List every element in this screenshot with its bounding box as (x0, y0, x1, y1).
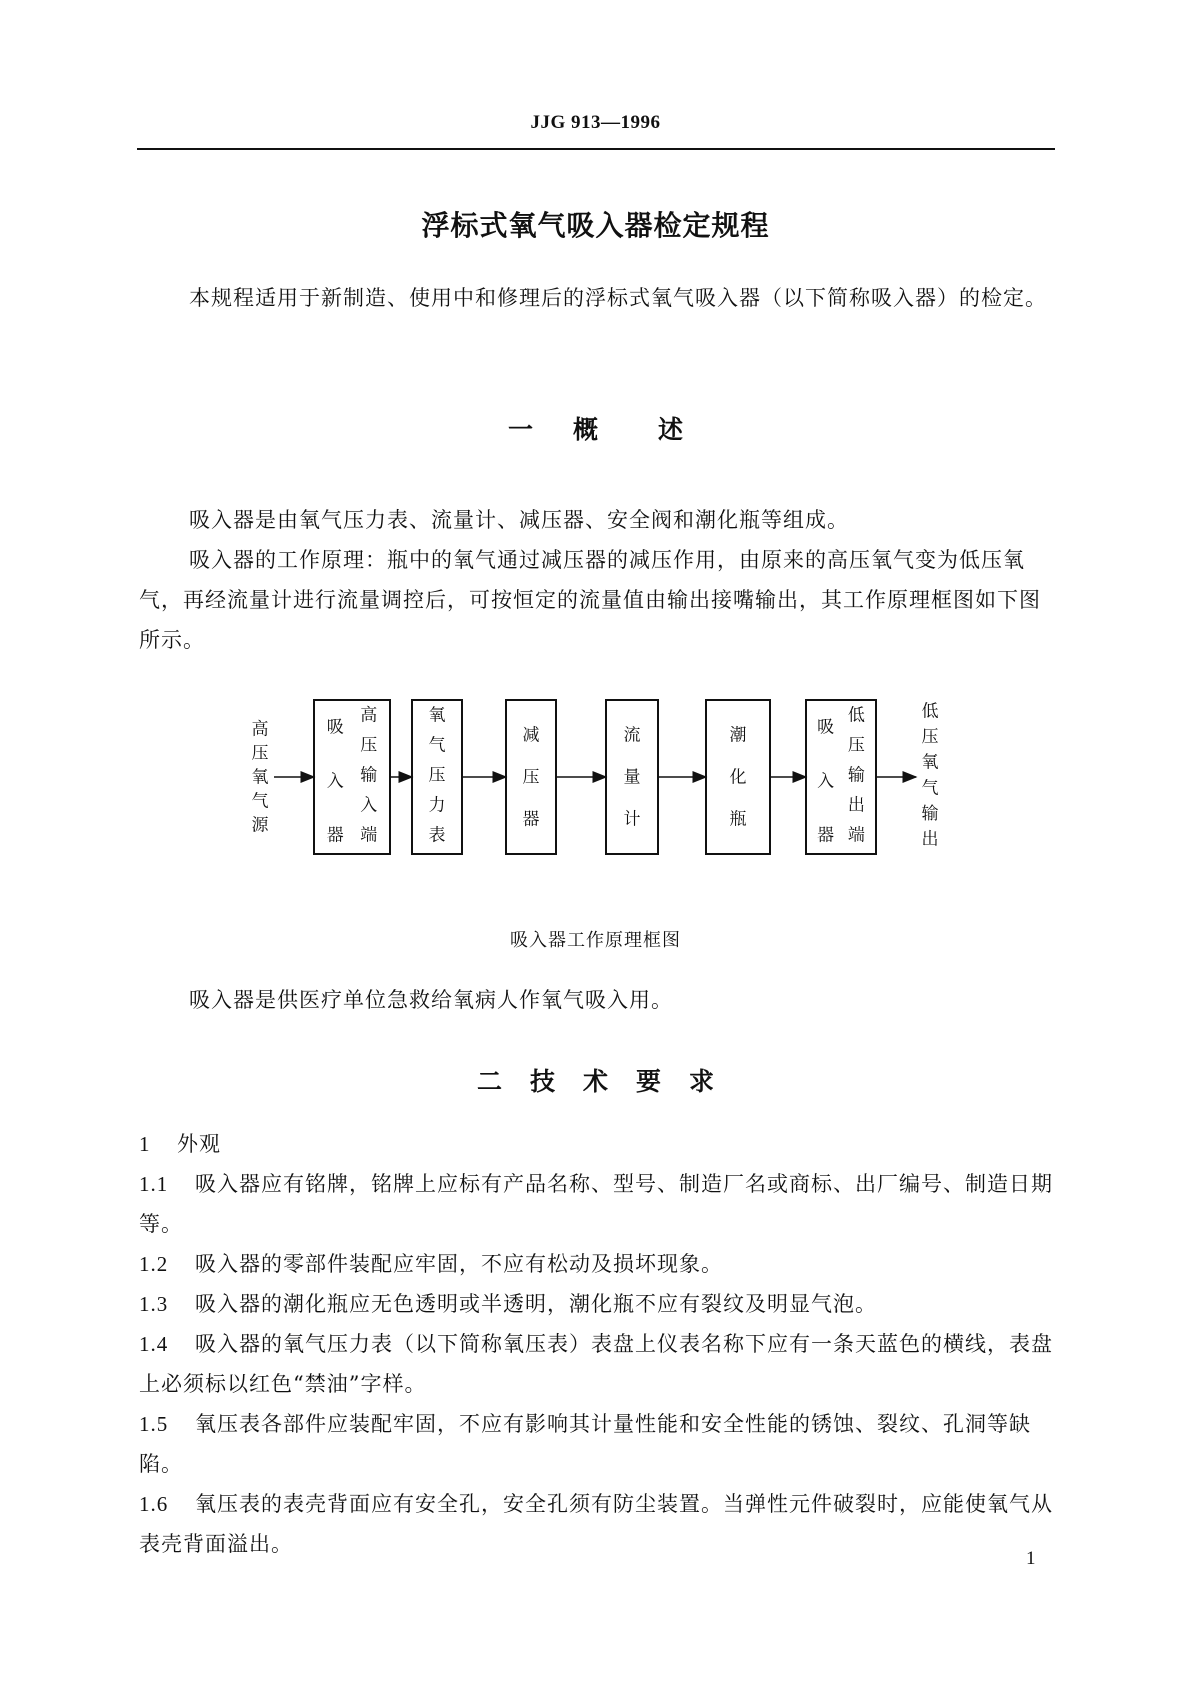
clause-number: 1.3 (139, 1292, 169, 1316)
clause-1-1 (139, 1164, 1057, 1244)
section-1-heading-char: 一 (507, 415, 533, 444)
output-label-char: 输 (921, 803, 939, 824)
source-label-char: 源 (251, 815, 269, 836)
diagram-box-label-char: 瓶 (729, 809, 747, 830)
clause-number: 1.1 (139, 1172, 169, 1196)
source-label-char: 气 (251, 791, 269, 812)
diagram-box-label-char: 入 (360, 795, 378, 816)
diagram-box-label-char: 压 (428, 765, 446, 786)
diagram-box-label-char: 入 (817, 771, 835, 792)
high-pressure-oxygen-source-label (252, 720, 270, 836)
section-2-heading-char: 二 (476, 1067, 502, 1096)
diagram-box (314, 700, 390, 854)
clause-1-5 (139, 1404, 1057, 1484)
clause-number: 1.2 (139, 1252, 169, 1276)
diagram-box-label-char: 端 (360, 825, 378, 846)
diagram-box-label-char: 器 (326, 825, 344, 846)
section-1-heading (0, 410, 1191, 446)
diagram-caption: 吸入器工作原理框图 (510, 930, 681, 951)
diagram-box-label-char: 力 (428, 795, 446, 816)
document-title: 浮标式氧气吸入器检定规程 (421, 209, 770, 242)
standard-code-header: JJG 913—1996 (530, 112, 661, 133)
source-label-char: 氧 (251, 767, 269, 788)
diagram-box-label-char: 出 (847, 795, 865, 816)
diagram-box-label-char: 减 (522, 725, 540, 746)
diagram-box-label-char: 吸 (817, 717, 835, 738)
diagram-box-label-char: 输 (360, 765, 378, 786)
output-label-char: 出 (921, 829, 939, 850)
diagram-box-label-char: 计 (623, 809, 641, 830)
diagram-box-label-char: 输 (847, 765, 865, 786)
source-label-char: 高 (251, 719, 269, 740)
section-1-paragraph-principle: 吸入器的工作原理：瓶中的氧气通过减压器的减压作用，由原来的高压氧气变为低压氧气，再经流量计进行流量调控后，可按恒定的流量值由输出接嘴输出，其工作原理框图如下图所示。 (139, 548, 1041, 652)
diagram-box-label-char: 量 (623, 767, 641, 788)
clause-text: 外观 (177, 1132, 221, 1156)
output-label-char: 气 (921, 778, 939, 799)
diagram-box-label-char: 高 (360, 705, 378, 726)
diagram-box-label-char: 压 (360, 735, 378, 756)
diagram-box-label-char: 化 (729, 767, 747, 788)
header-rule (137, 148, 1055, 150)
clause-number: 1.6 (139, 1492, 169, 1516)
section-2-heading-char: 求 (689, 1067, 715, 1096)
clause-number: 1.5 (139, 1412, 169, 1436)
section-2-heading-char: 技 (529, 1067, 555, 1096)
section-1-heading-char: 概 (572, 415, 598, 444)
diagram-box-label-char: 流 (623, 725, 641, 746)
diagram-box-label-char: 表 (428, 825, 446, 846)
diagram-box-label-char: 器 (817, 825, 835, 846)
section-2-heading-char: 术 (582, 1067, 608, 1096)
diagram-box-label-char: 端 (847, 825, 865, 846)
section-2-heading-char: 要 (636, 1067, 662, 1096)
diagram-box-label-char: 潮 (729, 725, 747, 746)
low-pressure-oxygen-output-label (922, 702, 939, 850)
clause-text: 吸入器应有铭牌，铭牌上应标有产品名称、型号、制造厂名或商标、出厂编号、制造日期等。 (139, 1172, 1053, 1236)
clause-1 (139, 1124, 1057, 1164)
clause-text: 吸入器的潮化瓶应无色透明或半透明，潮化瓶不应有裂纹及明显气泡。 (195, 1292, 877, 1316)
diagram-box-label-char: 吸 (326, 717, 344, 738)
clause-text: 吸入器的氧气压力表（以下简称氧压表）表盘上仪表名称下应有一条天蓝色的横线，表盘上必须标以红色“禁油”字样。 (139, 1332, 1053, 1396)
clause-1-2 (139, 1244, 1057, 1284)
section-1-paragraph-usage: 吸入器是供医疗单位急救给氧病人作氧气吸入用。 (189, 988, 673, 1012)
section-1-heading-char: 述 (658, 415, 684, 444)
section-1-paragraph-composition: 吸入器是由氧气压力表、流量计、减压器、安全阀和潮化瓶等组成。 (189, 508, 849, 532)
clause-1-3 (139, 1284, 1057, 1324)
diagram-box-label-char: 气 (428, 735, 446, 756)
diagram-box-label-char: 压 (847, 735, 865, 756)
clause-number: 1 (139, 1132, 151, 1156)
working-principle-diagram (240, 690, 960, 870)
diagram-box-label-char: 氧 (428, 705, 446, 726)
diagram-box-label-char: 器 (522, 809, 540, 830)
clause-1-6 (139, 1484, 1057, 1564)
output-label-char: 低 (921, 701, 939, 722)
diagram-box-label-char: 入 (326, 771, 344, 792)
clause-text: 氧压表各部件应装配牢固，不应有影响其计量性能和安全性能的锈蚀、裂纹、孔洞等缺陷。 (139, 1412, 1031, 1476)
section-2-heading (0, 1062, 1191, 1098)
clause-text: 吸入器的零部件装配应牢固，不应有松动及损坏现象。 (195, 1252, 723, 1276)
diagram-box-label-char: 低 (847, 705, 865, 726)
intro-paragraph: 本规程适用于新制造、使用中和修理后的浮标式氧气吸入器（以下简称吸入器）的检定。 (189, 286, 1047, 310)
clause-1-4 (139, 1324, 1057, 1404)
clause-number: 1.4 (139, 1332, 169, 1356)
output-label-char: 压 (921, 727, 939, 748)
output-label-char: 氧 (921, 752, 939, 773)
clause-text: 氧压表的表壳背面应有安全孔，安全孔须有防尘装置。当弹性元件破裂时，应能使氧气从表壳背面溢出。 (139, 1492, 1053, 1556)
page-number: 1 (1026, 1548, 1036, 1569)
diagram-box-label-char: 压 (522, 767, 540, 788)
source-label-char: 压 (251, 743, 269, 764)
